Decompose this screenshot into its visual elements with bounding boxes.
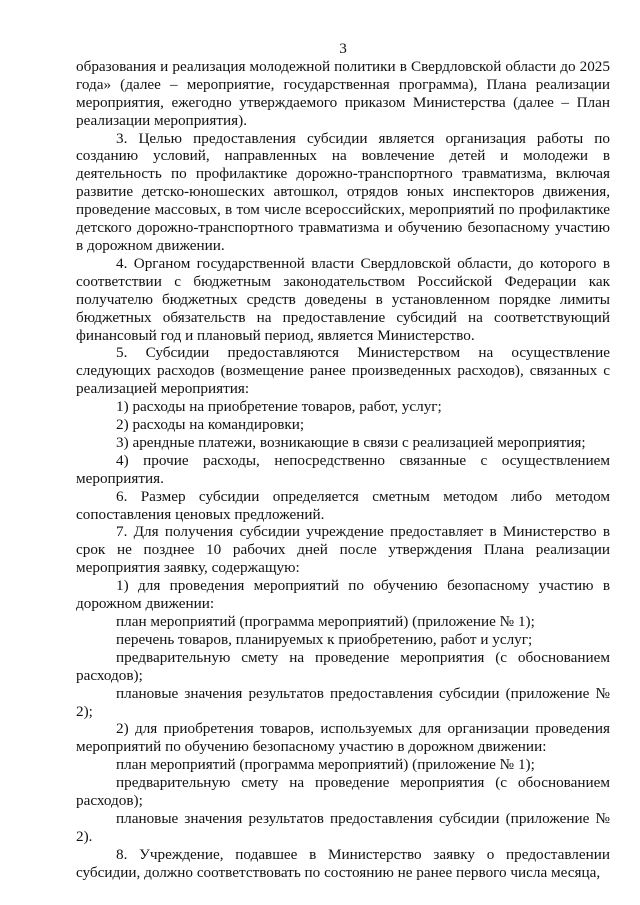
list-item-5-4: 4) прочие расходы, непосредственно связанные с осуществлением мероприятия. [76,451,610,487]
list-item-7-1: 1) для проведения мероприятий по обучению безопасному участию в дорожном движении: [76,577,610,613]
list-subitem: предварительную смету на проведение мероприятия (с обоснованием расходов); [76,648,610,684]
paragraph-4: 4. Органом государственной власти Свердловской области, до которого в соответствии с бюджетным законодательством Российской Федерации как получателю бюджетных средств доведены в установленном порядке лимиты бюджетных обязательств на предоставление субсидий на соответствующий финансовый год и плановый период, является Министерство. [76,254,610,344]
list-subitem: план мероприятий (программа мероприятий) (приложение № 1); [116,756,535,774]
list-subitem: перечень товаров, планируемых к приобретению, работ и услуг; [116,630,533,648]
list-subitem: предварительную смету на проведение мероприятия (с обоснованием расходов); [76,774,610,810]
list-item-5-2: 2) расходы на командировки; [116,416,305,434]
list-item-5-3: 3) арендные платежи, возникающие в связи с реализацией мероприятия; [116,433,586,451]
paragraph-6: 6. Размер субсидии определяется сметным методом либо методом сопоставления ценовых предложений. [76,487,610,523]
paragraph-7: 7. Для получения субсидии учреждение предоставляет в Министерство в срок не позднее 10 рабочих дней после утверждения Плана реализации мероприятия заявку, содержащую: [76,523,610,577]
paragraph-5: 5. Субсидии предоставляются Министерством на осуществление следующих расходов (возмещение ранее произведенных расходов), связанных с реализацией мероприятия: [76,344,610,398]
paragraph-continuation: образования и реализация молодежной политики в Свердловской области до 2025 года» (далее – мероприятие, государственная программа), Плана реализации мероприятия, ежегодно утверждаемого приказом Министерства (далее – План реализации мероприятия). [76,57,610,129]
paragraph-8: 8. Учреждение, подавшее в Министерство заявку о предоставлении субсидии, должно соответствовать по состоянию не ранее первого числа месяца, [76,845,610,881]
list-subitem: плановые значения результатов предоставления субсидии (приложение № 2); [76,684,610,720]
paragraph-3: 3. Целью предоставления субсидии является организация работы по созданию условий, направленных на вовлечение детей и молодежи в деятельность по профилактике дорожно-транспортного травматизма, включая развитие детско-юношеских автошкол, отрядов юных инспекторов движения, проведение массовых, в том числе всероссийских, мероприятий по профилактике детского дорожно-транспортного травматизма и обучению безопасному участию в дорожном движении. [76,129,610,254]
list-subitem: плановые значения результатов предоставления субсидии (приложение № 2). [76,809,610,845]
list-item-7-2: 2) для приобретения товаров, используемых для организации проведения мероприятий по обучению безопасному участию в дорожном движении: [76,720,610,756]
list-item-5-1: 1) расходы на приобретение товаров, работ, услуг; [116,398,442,416]
list-subitem: план мероприятий (программа мероприятий) (приложение № 1); [116,613,535,630]
document-page [76,40,610,882]
page-number: 3 [339,40,347,57]
